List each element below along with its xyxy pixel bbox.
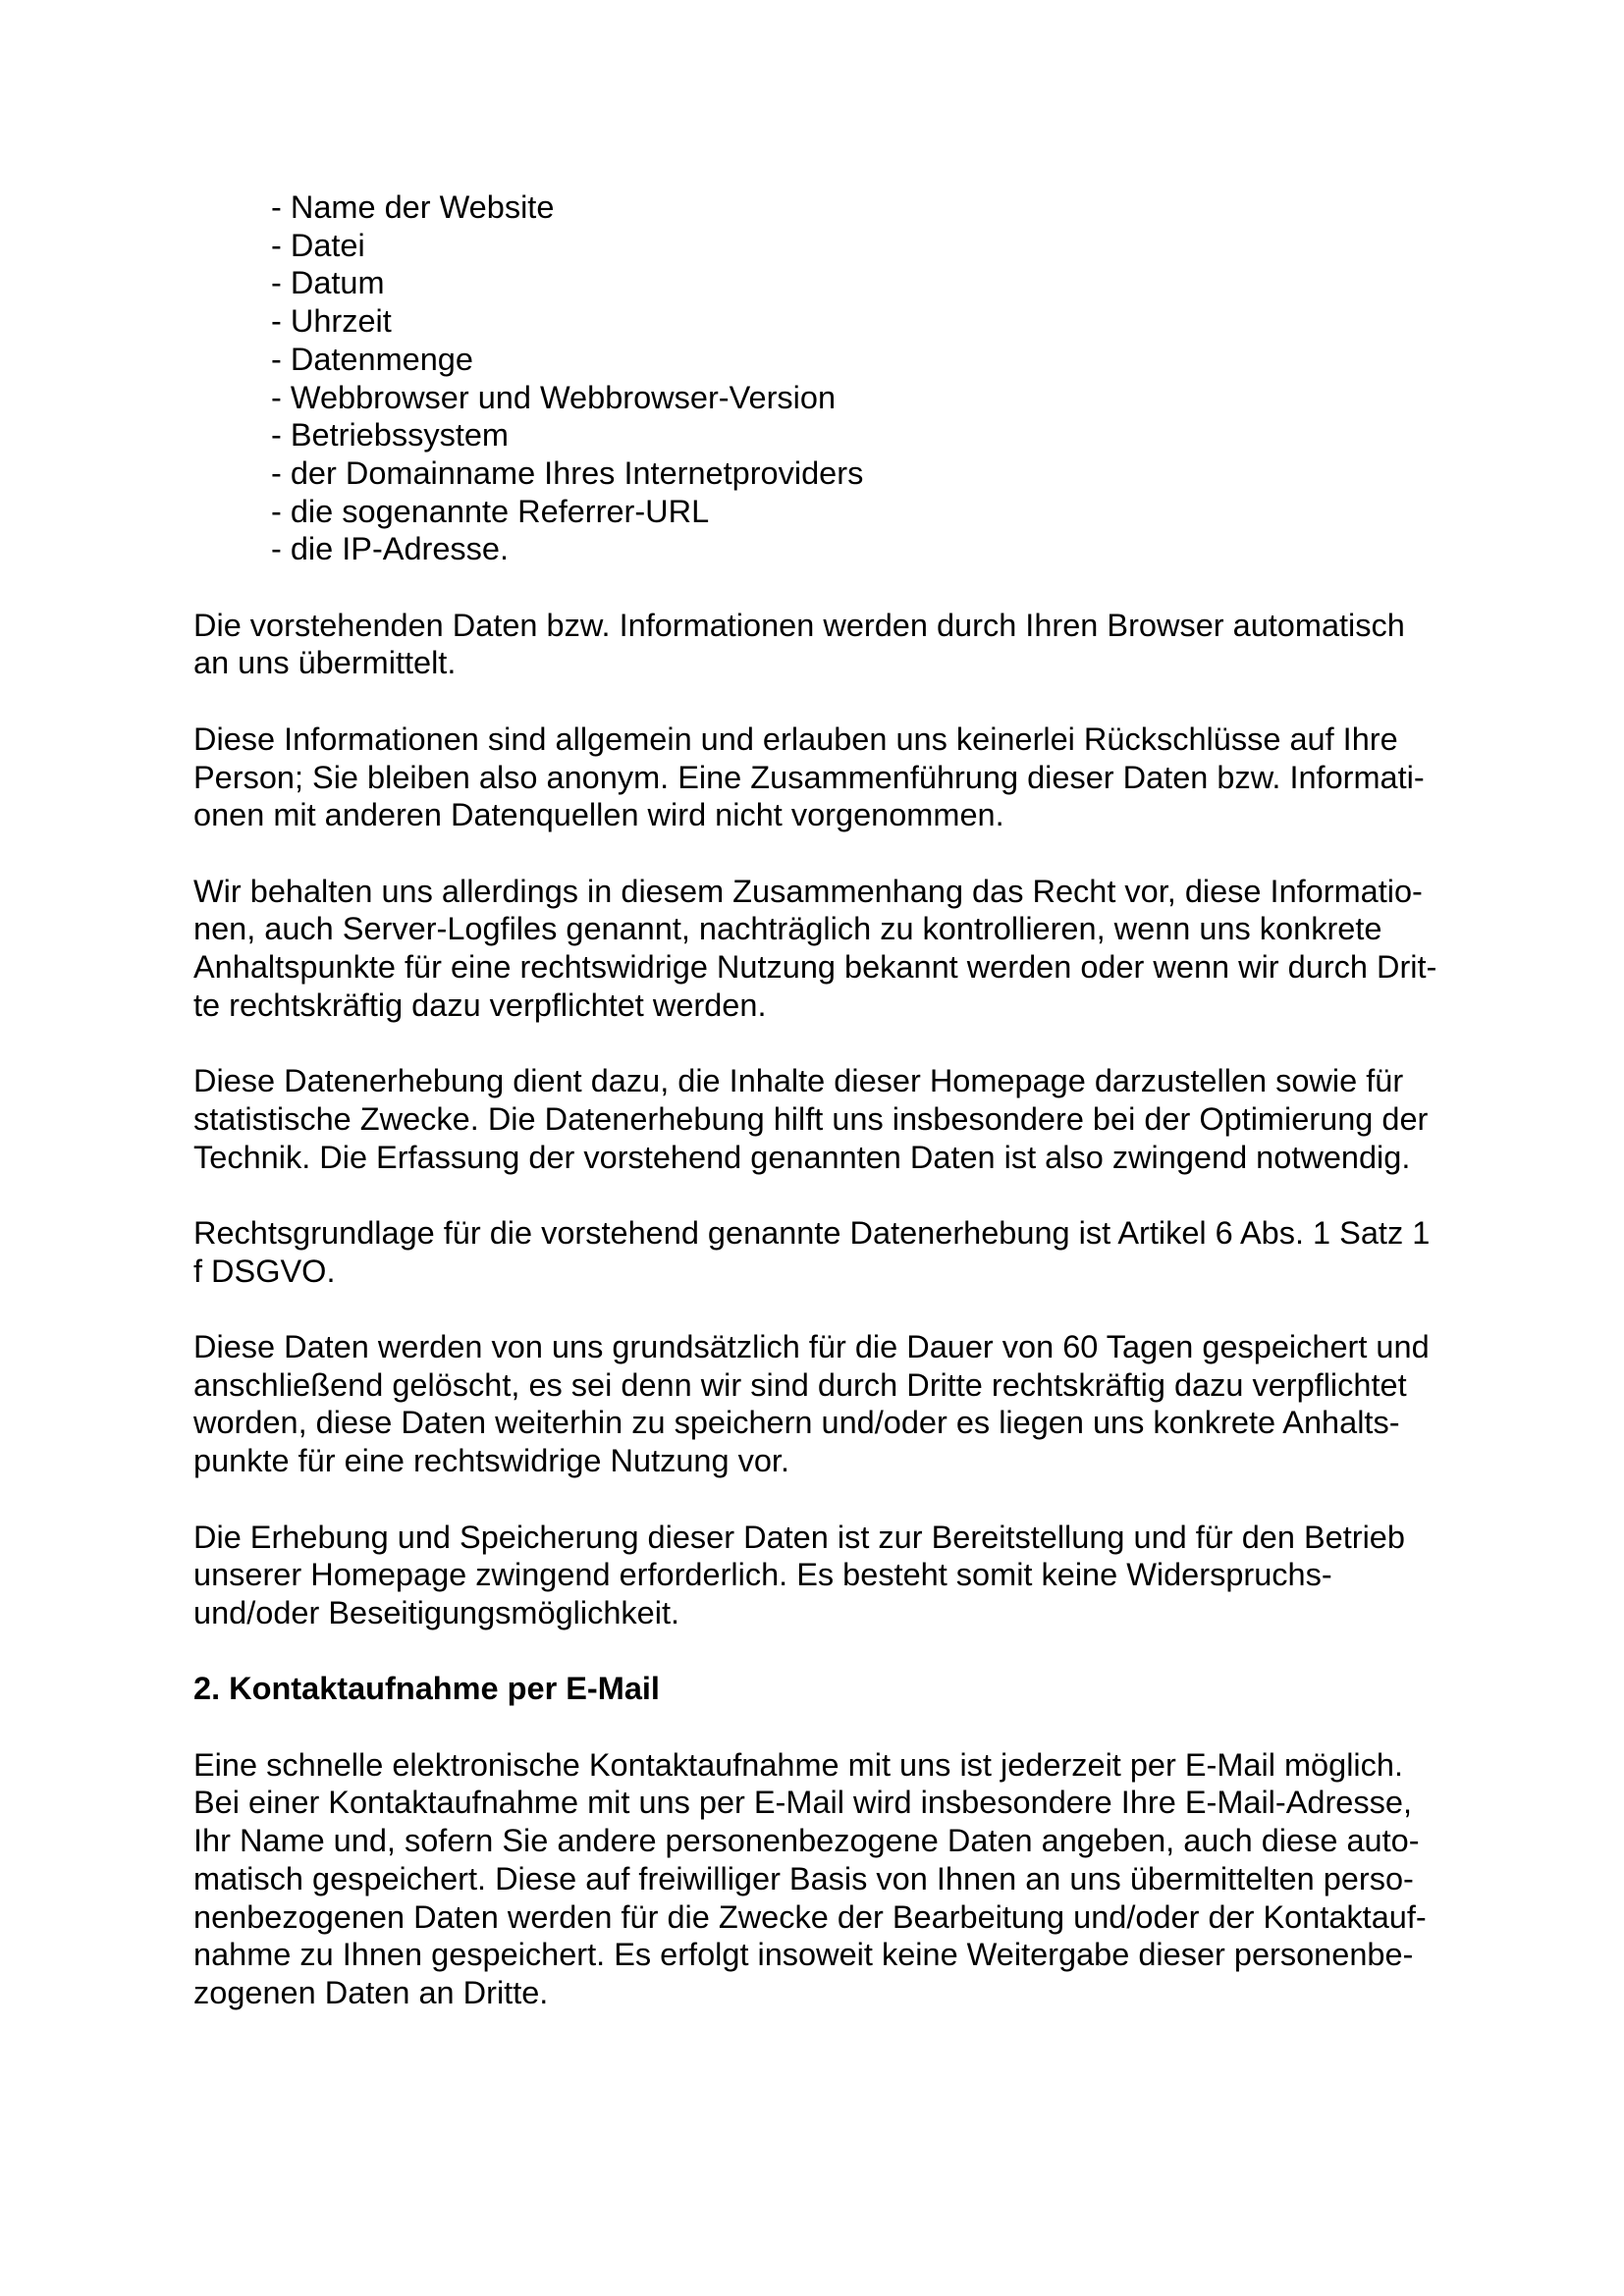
page-content [193, 188, 1480, 2050]
paragraph-retention [193, 1328, 1480, 1480]
paragraph-purpose [193, 1062, 1480, 1176]
paragraph-anonymity [193, 721, 1480, 834]
text-line: nen, auch Server-Logfiles genannt, nachträglich zu kontrollieren, wenn uns konkrete [193, 911, 1382, 947]
text-line: Diese Informationen sind allgemein und erlauben uns keinerlei Rückschlüsse auf Ihre [193, 721, 1398, 757]
text-line: punkte für eine rechtswidrige Nutzung vor. [193, 1443, 789, 1479]
text-line: te rechtskräftig dazu verpflichtet werden. [193, 987, 767, 1023]
text-line: Die vorstehenden Daten bzw. Informationen werden durch Ihren Browser automatisch [193, 607, 1405, 643]
text-line: worden, diese Daten weiterhin zu speichern und/oder es liegen uns konkrete Anhalts- [193, 1405, 1400, 1441]
section-heading: 2. Kontaktaufnahme per E-Mail [193, 1671, 660, 1707]
list-item: - Uhrzeit [271, 303, 392, 340]
paragraph-no-objection [193, 1519, 1480, 1632]
logged-data-list [193, 188, 1480, 568]
paragraph-browser-transmission [193, 607, 1480, 682]
text-line: zogenen Daten an Dritte. [193, 1974, 549, 2010]
text-line: und/oder Beseitigungsmöglichkeit. [193, 1594, 680, 1630]
text-line: statistische Zwecke. Die Datenerhebung hilft uns insbesondere bei der Optimierung der [193, 1100, 1429, 1137]
list-item: - Datei [271, 227, 365, 263]
text-line: Technik. Die Erfassung der vorstehend genannten Daten ist also zwingend notwendig. [193, 1139, 1411, 1175]
text-line: Die Erhebung und Speicherung dieser Daten ist zur Bereitstellung und für den Betrieb [193, 1519, 1405, 1555]
text-line: Diese Datenerhebung dient dazu, die Inhalte dieser Homepage darzustellen sowie für [193, 1063, 1404, 1099]
text-line: unserer Homepage zwingend erforderlich. Es besteht somit keine Widerspruchs- [193, 1557, 1332, 1593]
text-line: Bei einer Kontaktaufnahme mit uns per E-Mail wird insbesondere Ihre E-Mail-Adresse, [193, 1785, 1412, 1821]
list-item: - Betriebssystem [271, 417, 510, 454]
text-line: Diese Daten werden von uns grundsätzlich für die Dauer von 60 Tagen gespeichert und [193, 1329, 1430, 1364]
list-item: - Datenmenge [271, 341, 473, 377]
paragraph-logfile-control [193, 873, 1480, 1025]
text-line: Anhaltspunkte für eine rechtswidrige Nutzung bekannt werden oder wenn wir durch Drit- [193, 949, 1437, 986]
text-line: matisch gespeichert. Diese auf freiwilliger Basis von Ihnen an uns übermittelten perso- [193, 1860, 1414, 1896]
text-line: f DSGVO. [193, 1253, 336, 1289]
text-line: an uns übermittelt. [193, 645, 457, 681]
text-line: anschließend gelöscht, es sei denn wir sind durch Dritte rechtskräftig dazu verpflichtet [193, 1366, 1407, 1403]
text-line: nenbezogenen Daten werden für die Zwecke der Bearbeitung und/oder der Kontaktauf- [193, 1898, 1427, 1935]
list-item: - die sogenannte Referrer-URL [271, 493, 710, 529]
text-line: nahme zu Ihnen gespeichert. Es erfolgt insoweit keine Weitergabe dieser personenbe- [193, 1937, 1414, 1973]
text-line: Eine schnelle elektronische Kontaktaufnahme mit uns ist jederzeit per E-Mail möglich. [193, 1746, 1403, 1783]
list-item: - der Domainname Ihres Internetproviders [271, 454, 864, 491]
list-item: - Name der Website [271, 189, 555, 225]
text-line: Wir behalten uns allerdings in diesem Zusammenhang das Recht vor, diese Informatio- [193, 873, 1423, 909]
paragraph-email-contact [193, 1746, 1480, 2012]
text-line: Person; Sie bleiben also anonym. Eine Zusammenführung dieser Daten bzw. Informati- [193, 759, 1425, 795]
text-line: Ihr Name und, sofern Sie andere personenbezogene Daten angeben, auch diese auto- [193, 1823, 1420, 1859]
paragraph-legal-basis [193, 1214, 1480, 1290]
list-item: - Datum [271, 265, 385, 301]
list-item: - Webbrowser und Webbrowser-Version [271, 379, 837, 415]
text-line: Rechtsgrundlage für die vorstehend genannte Datenerhebung ist Artikel 6 Abs. 1 Satz 1 [193, 1214, 1431, 1251]
text-line: onen mit anderen Datenquellen wird nicht vorgenommen. [193, 797, 1004, 833]
list-item: - die IP-Adresse. [271, 531, 510, 567]
